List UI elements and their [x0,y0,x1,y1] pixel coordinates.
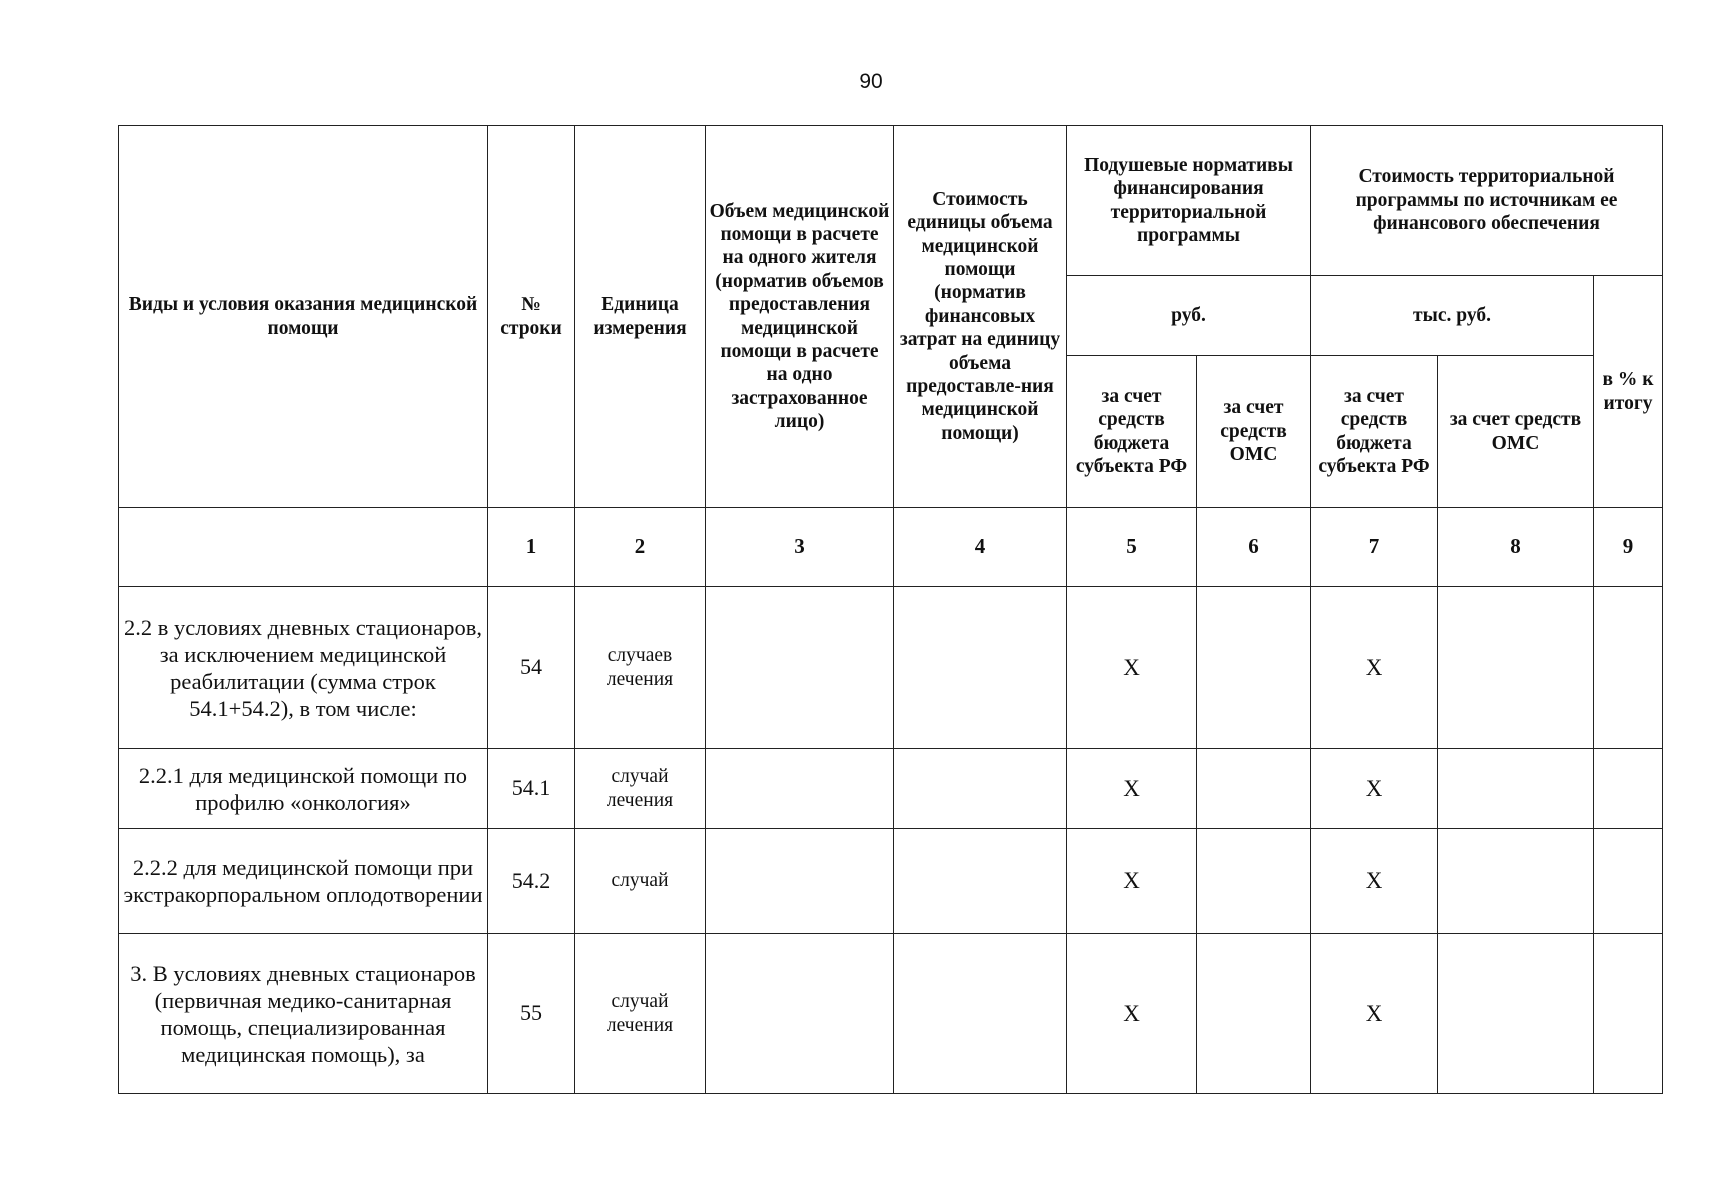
header-volume: Объем медицинской помощи в расчете на одного жителя (норматив объемов предоставления медицинской помощи в расчете на одно застрахованное лицо) [706,126,894,508]
cell-budget-thousand: X [1311,934,1438,1094]
cell-oms-thousand [1438,934,1594,1094]
cell-budget-thousand: X [1311,829,1438,934]
cell-oms-thousand [1438,587,1594,749]
header-budget-rub: за счет средств бюджета субъекта РФ [1067,356,1197,508]
table-row [119,934,1663,1094]
cell-volume [706,934,894,1094]
column-number: 7 [1311,508,1438,587]
header-types-conditions: Виды и условия оказания медицинской помощи [119,126,488,508]
cell-unit-cost [894,749,1067,829]
header-total-cost-group: Стоимость территориальной программы по источникам ее финансового обеспечения [1311,126,1663,276]
cell-percent [1594,749,1663,829]
header-percent-total: в % к итогу [1594,276,1663,508]
cell-volume [706,749,894,829]
cell-unit-cost [894,587,1067,749]
row-unit: случай [575,829,706,934]
column-number-blank [119,508,488,587]
financing-table [118,125,1663,1094]
cell-oms-rub [1197,587,1311,749]
cell-percent [1594,829,1663,934]
header-row-number: № строки [488,126,575,508]
header-unit: Единица измерения [575,126,706,508]
cell-oms-thousand [1438,749,1594,829]
cell-budget-rub: X [1067,934,1197,1094]
header-rub: руб. [1067,276,1311,356]
column-number: 1 [488,508,575,587]
column-number: 4 [894,508,1067,587]
row-label: 3. В условиях дневных стационаров (первичная медико-санитарная помощь, специализированная медицинская помощь), за [119,934,488,1094]
row-label: 2.2.2 для медицинской помощи при экстракорпоральном оплодотворении [119,829,488,934]
header-thousand-rub: тыс. руб. [1311,276,1594,356]
cell-budget-thousand: X [1311,749,1438,829]
row-number: 54.1 [488,749,575,829]
table-row [119,587,1663,749]
column-number: 2 [575,508,706,587]
header-oms-thousand: за счет средств ОМС [1438,356,1594,508]
row-unit: случай лечения [575,934,706,1094]
cell-percent [1594,587,1663,749]
cell-unit-cost [894,934,1067,1094]
table-row [119,829,1663,934]
cell-oms-thousand [1438,829,1594,934]
row-number: 55 [488,934,575,1094]
row-unit: случай лечения [575,749,706,829]
cell-oms-rub [1197,934,1311,1094]
column-number: 8 [1438,508,1594,587]
cell-unit-cost [894,829,1067,934]
page-number: 90 [859,70,883,93]
cell-oms-rub [1197,749,1311,829]
cell-budget-thousand: X [1311,587,1438,749]
row-number: 54.2 [488,829,575,934]
row-label: 2.2.1 для медицинской помощи по профилю «онкология» [119,749,488,829]
row-label: 2.2 в условиях дневных стационаров, за исключением медицинской реабилитации (сумма строк 54.1+54.2), в том числе: [119,587,488,749]
row-unit: случаев лечения [575,587,706,749]
cell-percent [1594,934,1663,1094]
cell-volume [706,829,894,934]
column-number: 5 [1067,508,1197,587]
column-number: 3 [706,508,894,587]
column-number: 9 [1594,508,1663,587]
row-number: 54 [488,587,575,749]
cell-budget-rub: X [1067,587,1197,749]
cell-budget-rub: X [1067,829,1197,934]
cell-oms-rub [1197,829,1311,934]
header-budget-thousand: за счет средств бюджета субъекта РФ [1311,356,1438,508]
header-oms-rub: за счет средств ОМС [1197,356,1311,508]
table-row [119,749,1663,829]
header-per-capita-group: Подушевые нормативы финансирования территориальной программы [1067,126,1311,276]
cell-budget-rub: X [1067,749,1197,829]
header-unit-cost: Стоимость единицы объема медицинской помощи (норматив финансовых затрат на единицу объема предоставле-ния медицинской помощи) [894,126,1067,508]
cell-volume [706,587,894,749]
column-number: 6 [1197,508,1311,587]
